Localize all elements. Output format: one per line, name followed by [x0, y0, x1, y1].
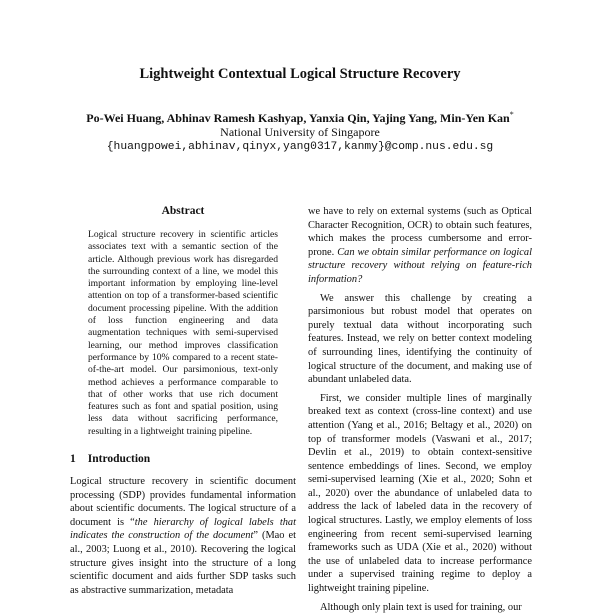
abstract-heading: Abstract	[161, 205, 205, 217]
left-column	[70, 205, 296, 597]
research-question: Can we obtain similar performance on logical structure recovery without relying on feature-rich information?	[308, 246, 532, 285]
right-paragraph-4: Although only plain text is used for training, our	[320, 601, 522, 613]
intro-text-end: ” (Mao et al., 2003; Luong et al., 2010). Recovering the logical structure gives insight into the structure of a long scientific document and aids further SDP tasks such as abstractive summarization, metadata	[70, 530, 296, 596]
section-heading-introduction	[70, 453, 296, 465]
author-names: Po-Wei Huang, Abhinav Ramesh Kashyap, Yanxia Qin, Yajing Yang, Min-Yen Kan	[86, 111, 510, 125]
right-paragraph-2: We answer this challenge by creating a parsimonious but robust model that operates on purely textual data without incorporating such features. Instead, we rely on better context modeling of surrounding lines, identifying the continuity of logical structure of the document, and making use of abundant unlabeled data.	[308, 292, 532, 386]
author-list	[0, 110, 600, 126]
intro-paragraph	[70, 475, 296, 597]
section-title: Introduction	[87, 453, 151, 466]
right-paragraph-1	[308, 205, 532, 287]
author-footnote-mark: *	[509, 110, 514, 119]
intro-quote: the hierarchy of logical labels that indicates the construction of the document	[70, 516, 296, 542]
affiliation: National University of Singapore	[220, 125, 380, 139]
right-column	[308, 205, 532, 614]
right-paragraph-3: First, we consider multiple lines of marginally breaked text as context (cross-line context) and use attention (Yang et al., 2016; Beltagy et al., 2020) on top of transformer models (Vaswani et al., 2017; Devlin et al., 2019) to obtain context-sensitive sentence embeddings of lines. Second, we employ semi-supervised learning (Xie et al., 2020; Sohn et al., 2020) over the abundance of unlabeled data to address the lack of labeled data in the recovery of logical structures. Lastly, we employ elements of loss engineering from recent semi-supervised learning frameworks such as UDA (Xie et al., 2020) without the use of unlabeled data to increase performance under a supervised training regime to deploy a lightweight training pipeline.	[308, 392, 532, 595]
right-p1-text: we have to rely on external systems (such as Optical Character Recognition, OCR) to obtain such features, which makes the process cumbersome and error-prone.	[308, 206, 532, 258]
intro-text-start: Logical structure recovery in scientific document processing (SDP) provides fundamental information about scientific documents. The logical structure of a document is “	[70, 476, 296, 528]
abstract-text: Logical structure recovery in scientific articles associates text with a semantic section of the article. Although previous work has disregarded the surrounding context of a line, we model this important information by employing line-level attention on top of a transformer-based scientific document processing pipeline. With the addition of loss function engineering and data augmentation techniques with semi-supervised learning, our method improves classification performance by 10% compared to a recent state-of-the-art model. Our parsimonious, text-only method achieves a performance comparable to that of other works that use rich document features such as font and spatial position, using less data without sacrificing performance, resulting in a lightweight training pipeline.	[88, 229, 278, 437]
author-emails: {huangpowei,abhinav,qinyx,yang0317,kanmy}@comp.nus.edu.sg	[106, 141, 494, 153]
section-number: 1	[70, 453, 76, 466]
paper-title: Lightweight Contextual Logical Structure Recovery	[139, 66, 461, 82]
